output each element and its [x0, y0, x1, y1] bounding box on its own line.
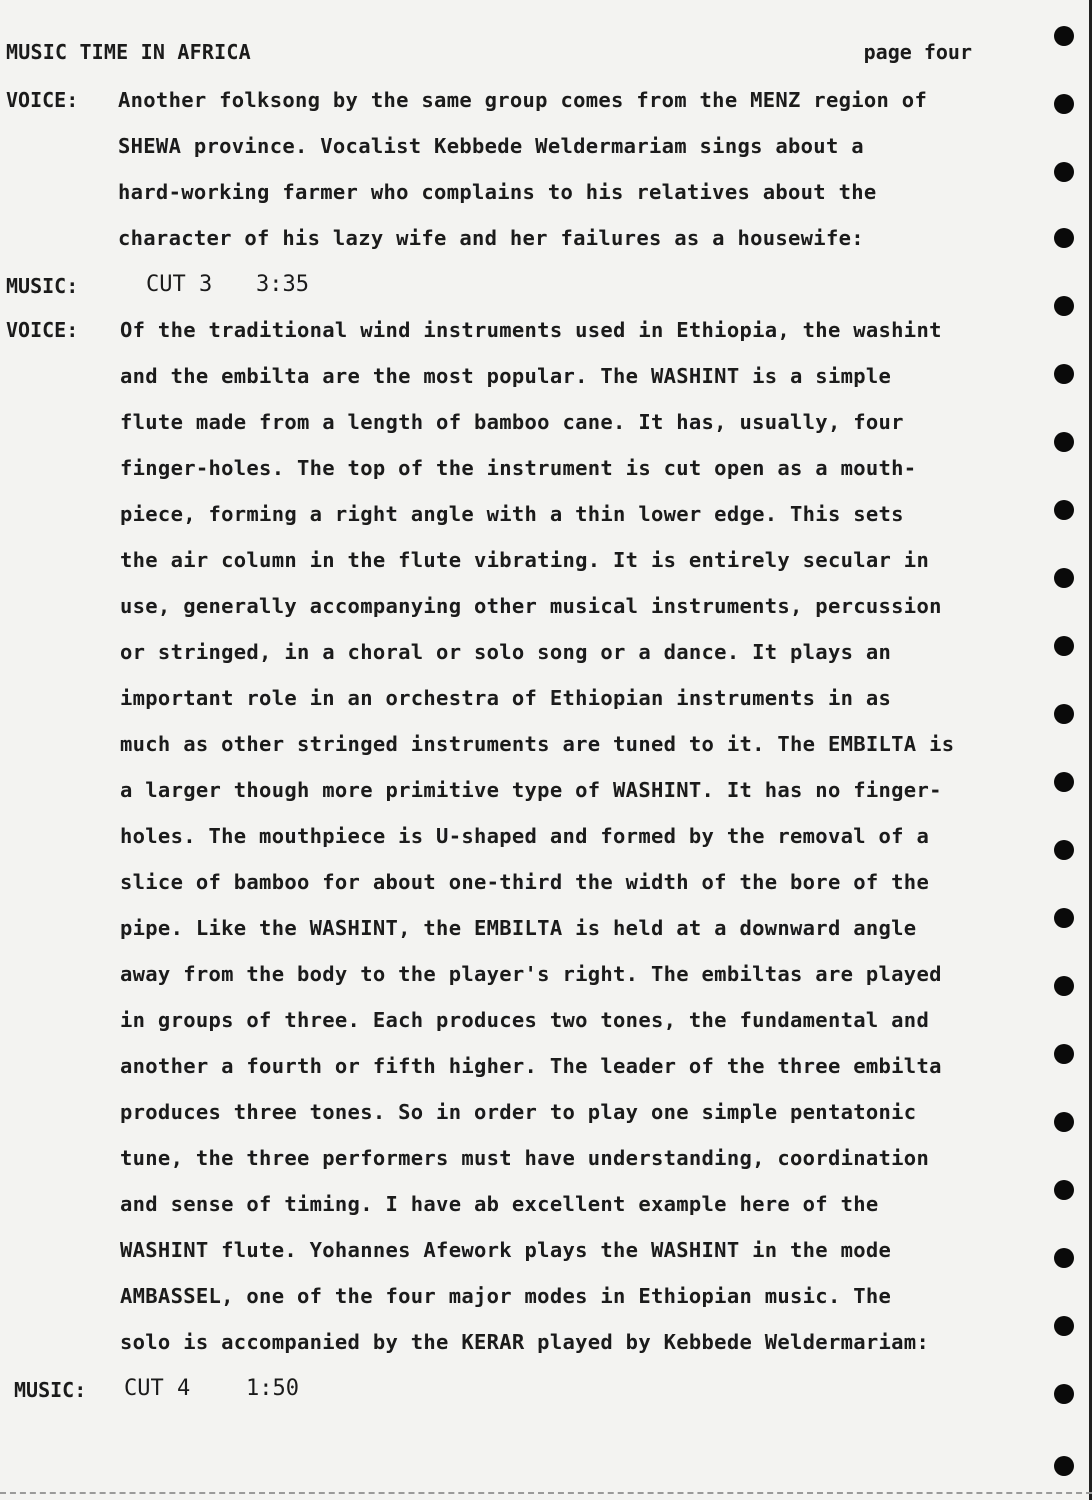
perforation-hole: [1054, 1248, 1074, 1268]
script-line: in groups of three. Each produces two tones, the fundamental and: [120, 1008, 930, 1032]
speaker-label: VOICE:: [6, 88, 79, 112]
perforation-hole: [1054, 1044, 1074, 1064]
script-line: WASHINT flute. Yohannes Afework plays the WASHINT in the mode: [120, 1238, 892, 1262]
script-line: much as other stringed instruments are tuned to it. The EMBILTA is: [120, 732, 955, 756]
script-line: tune, the three performers must have understanding, coordination: [120, 1146, 930, 1170]
script-line: finger-holes. The top of the instrument is cut open as a mouth-: [120, 456, 917, 480]
cut-duration: 1:50: [246, 1376, 299, 1401]
perforation-hole: [1054, 1384, 1074, 1404]
perforation-hole: [1054, 1112, 1074, 1132]
script-line: important role in an orchestra of Ethiopian instruments in as: [120, 686, 892, 710]
tractor-feed-holes: [1054, 0, 1078, 1500]
voice-block-2: [6, 316, 1016, 1366]
script-line: a larger though more primitive type of WASHINT. It has no finger-: [120, 778, 942, 802]
script-line: flute made from a length of bamboo cane. It has, usually, four: [120, 410, 904, 434]
script-line: and the embilta are the most popular. The WASHINT is a simple: [120, 364, 892, 388]
speaker-label: VOICE:: [6, 318, 79, 342]
perforation-hole: [1054, 976, 1074, 996]
script-line: solo is accompanied by the KERAR played by Kebbede Weldermariam:: [120, 1330, 930, 1354]
script-line: slice of bamboo for about one-third the width of the bore of the: [120, 870, 930, 894]
script-line: hard-working farmer who complains to his relatives about the: [118, 180, 877, 204]
script-line: Of the traditional wind instruments used in Ethiopia, the washint: [120, 318, 942, 342]
script-line: piece, forming a right angle with a thin lower edge. This sets: [120, 502, 904, 526]
script-line: and sense of timing. I have ab excellent example here of the: [120, 1192, 879, 1216]
script-line: another a fourth or fifth higher. The leader of the three embilta: [120, 1054, 942, 1078]
cut-number: CUT 4: [124, 1376, 191, 1401]
perforation-hole: [1054, 1456, 1074, 1476]
perforation-hole: [1054, 704, 1074, 724]
perforation-hole: [1054, 500, 1074, 520]
script-line: the air column in the flute vibrating. It is entirely secular in: [120, 548, 930, 572]
script-line: use, generally accompanying other musical instruments, percussion: [120, 594, 942, 618]
script-line: SHEWA province. Vocalist Kebbede Weldermariam sings about a: [118, 134, 864, 158]
music-cue-1: [6, 270, 1016, 304]
perforation-hole: [1054, 772, 1074, 792]
document-title: MUSIC TIME IN AFRICA: [6, 40, 251, 64]
page-header: [6, 40, 972, 70]
perforation-hole: [1054, 568, 1074, 588]
script-line: holes. The mouthpiece is U-shaped and formed by the removal of a: [120, 824, 930, 848]
voice-block-1: [6, 86, 1016, 256]
perforation-hole: [1054, 1180, 1074, 1200]
perforation-hole: [1054, 228, 1074, 248]
perforation-hole: [1054, 432, 1074, 452]
cut-number: CUT 3: [146, 272, 213, 297]
music-label: MUSIC:: [14, 1378, 87, 1402]
perforation-hole: [1054, 94, 1074, 114]
music-label: MUSIC:: [6, 274, 79, 298]
script-line: Another folksong by the same group comes from the MENZ region of: [118, 88, 928, 112]
script-line: away from the body to the player's right. The embiltas are played: [120, 962, 942, 986]
bottom-perforation: [0, 1492, 1092, 1500]
cut-duration: 3:35: [256, 272, 309, 297]
perforation-hole: [1054, 162, 1074, 182]
script-line: pipe. Like the WASHINT, the EMBILTA is held at a downward angle: [120, 916, 917, 940]
perforation-hole: [1054, 908, 1074, 928]
perforation-hole: [1054, 296, 1074, 316]
music-cue-2: [6, 1374, 1016, 1408]
perforation-hole: [1054, 840, 1074, 860]
script-line: AMBASSEL, one of the four major modes in Ethiopian music. The: [120, 1284, 892, 1308]
script-line: character of his lazy wife and her failures as a housewife:: [118, 226, 864, 250]
page-number: page four: [863, 40, 972, 64]
script-line: or stringed, in a choral or solo song or a dance. It plays an: [120, 640, 892, 664]
perforation-hole: [1054, 364, 1074, 384]
perforation-hole: [1054, 636, 1074, 656]
perforation-hole: [1054, 1316, 1074, 1336]
script-line: produces three tones. So in order to play one simple pentatonic: [120, 1100, 917, 1124]
perforation-hole: [1054, 26, 1074, 46]
